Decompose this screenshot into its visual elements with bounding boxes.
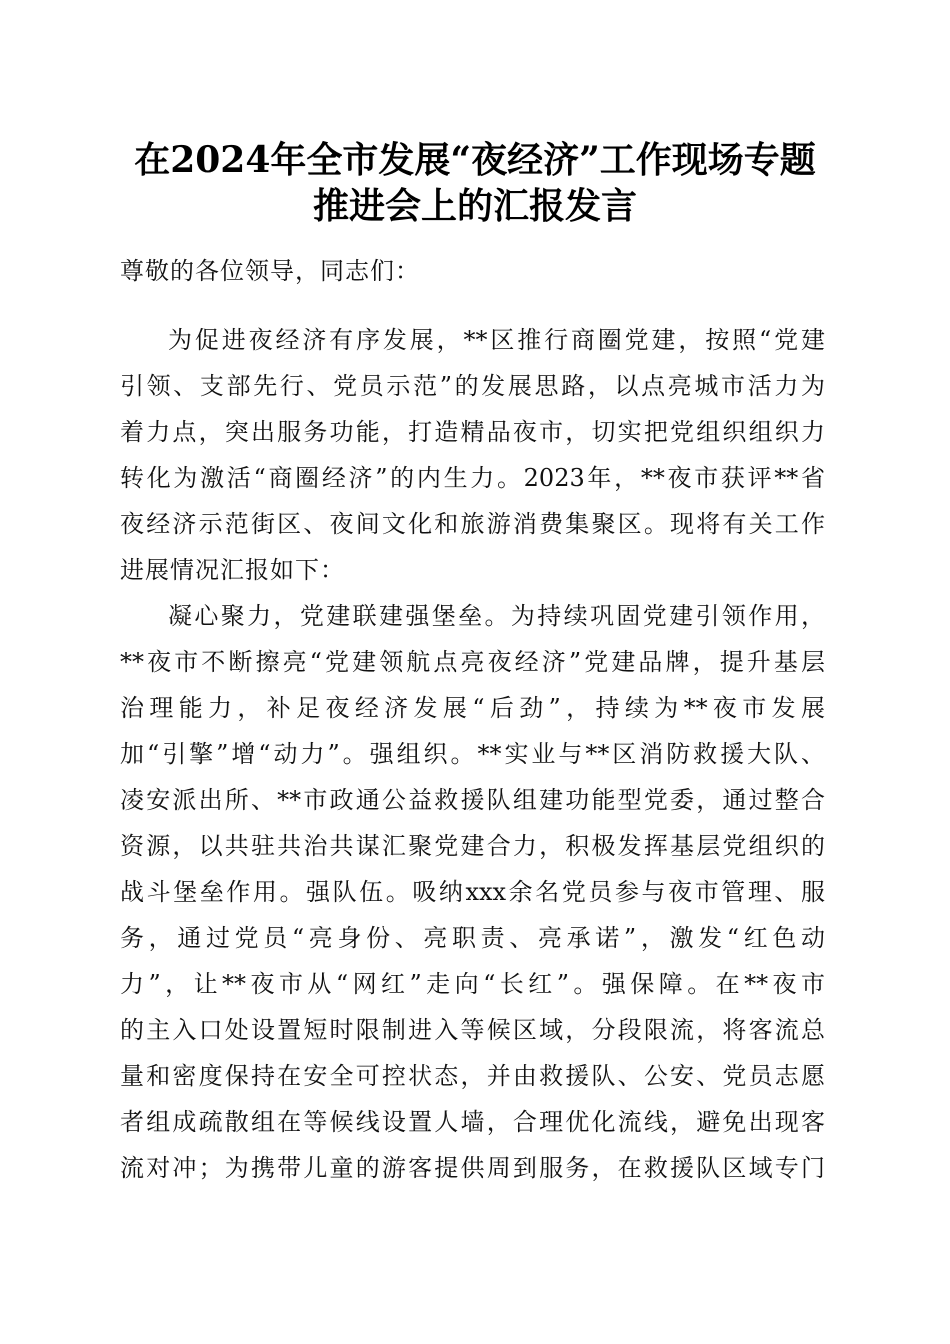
paragraph-1-line: 进展情况汇报如下： — [120, 556, 345, 584]
salutation: 尊敬的各位领导，同志们： — [120, 257, 420, 285]
paragraph-2-line: 量和密度保持在安全可控状态，并由救援队、公安、党员志愿 — [120, 1062, 825, 1090]
paragraph-2-line: 者组成疏散组在等候线设置人墙，合理优化流线，避免出现客 — [120, 1108, 825, 1136]
paragraph-2-line: 资源，以共驻共治共谋汇聚党建合力，积极发挥基层党组织的 — [120, 832, 825, 860]
paragraph-2-line: 战斗堡垒作用。强队伍。吸纳xxx余名党员参与夜市管理、服 — [120, 878, 825, 906]
paragraph-2-line: 务，通过党员“亮身份、亮职责、亮承诺”，激发“红色动 — [120, 924, 825, 952]
paragraph-1-line: 为促进夜经济有序发展，**区推行商圈党建，按照“党建 — [168, 326, 825, 354]
paragraph-2-line: 力”，让**夜市从“网红”走向“长红”。强保障。在**夜市 — [120, 970, 825, 998]
document-title-line-2: 推进会上的汇报发言 — [312, 185, 637, 227]
paragraph-2-line: 的主入口处设置短时限制进入等候区域，分段限流，将客流总 — [120, 1016, 825, 1044]
paragraph-2-line: 凝心聚力，党建联建强堡垒。为持续巩固党建引领作用， — [168, 602, 825, 630]
paragraph-1-line: 引领、支部先行、党员示范”的发展思路，以点亮城市活力为 — [120, 372, 825, 400]
paragraph-1-line: 转化为激活“商圈经济”的内生力。2023年，**夜市获评**省 — [120, 464, 825, 492]
paragraph-1-line: 夜经济示范街区、夜间文化和旅游消费集聚区。现将有关工作 — [120, 510, 825, 538]
paragraph-2-line: 流对冲；为携带儿童的游客提供周到服务，在救援队区域专门 — [120, 1154, 825, 1182]
paragraph-2-line: 加“引擎”增“动力”。强组织。**实业与**区消防救援大队、 — [120, 740, 825, 768]
document-title-line-1: 在2024年全市发展“夜经济”工作现场专题 — [134, 139, 816, 181]
paragraph-2-line: 治理能力，补足夜经济发展“后劲”，持续为**夜市发展 — [120, 694, 825, 722]
paragraph-1-line: 着力点，突出服务功能，打造精品夜市，切实把党组织组织力 — [120, 418, 825, 446]
paragraph-2-line: 凌安派出所、**市政通公益救援队组建功能型党委，通过整合 — [120, 786, 825, 814]
paragraph-2-line: **夜市不断擦亮“党建领航点亮夜经济”党建品牌，提升基层 — [120, 648, 825, 676]
